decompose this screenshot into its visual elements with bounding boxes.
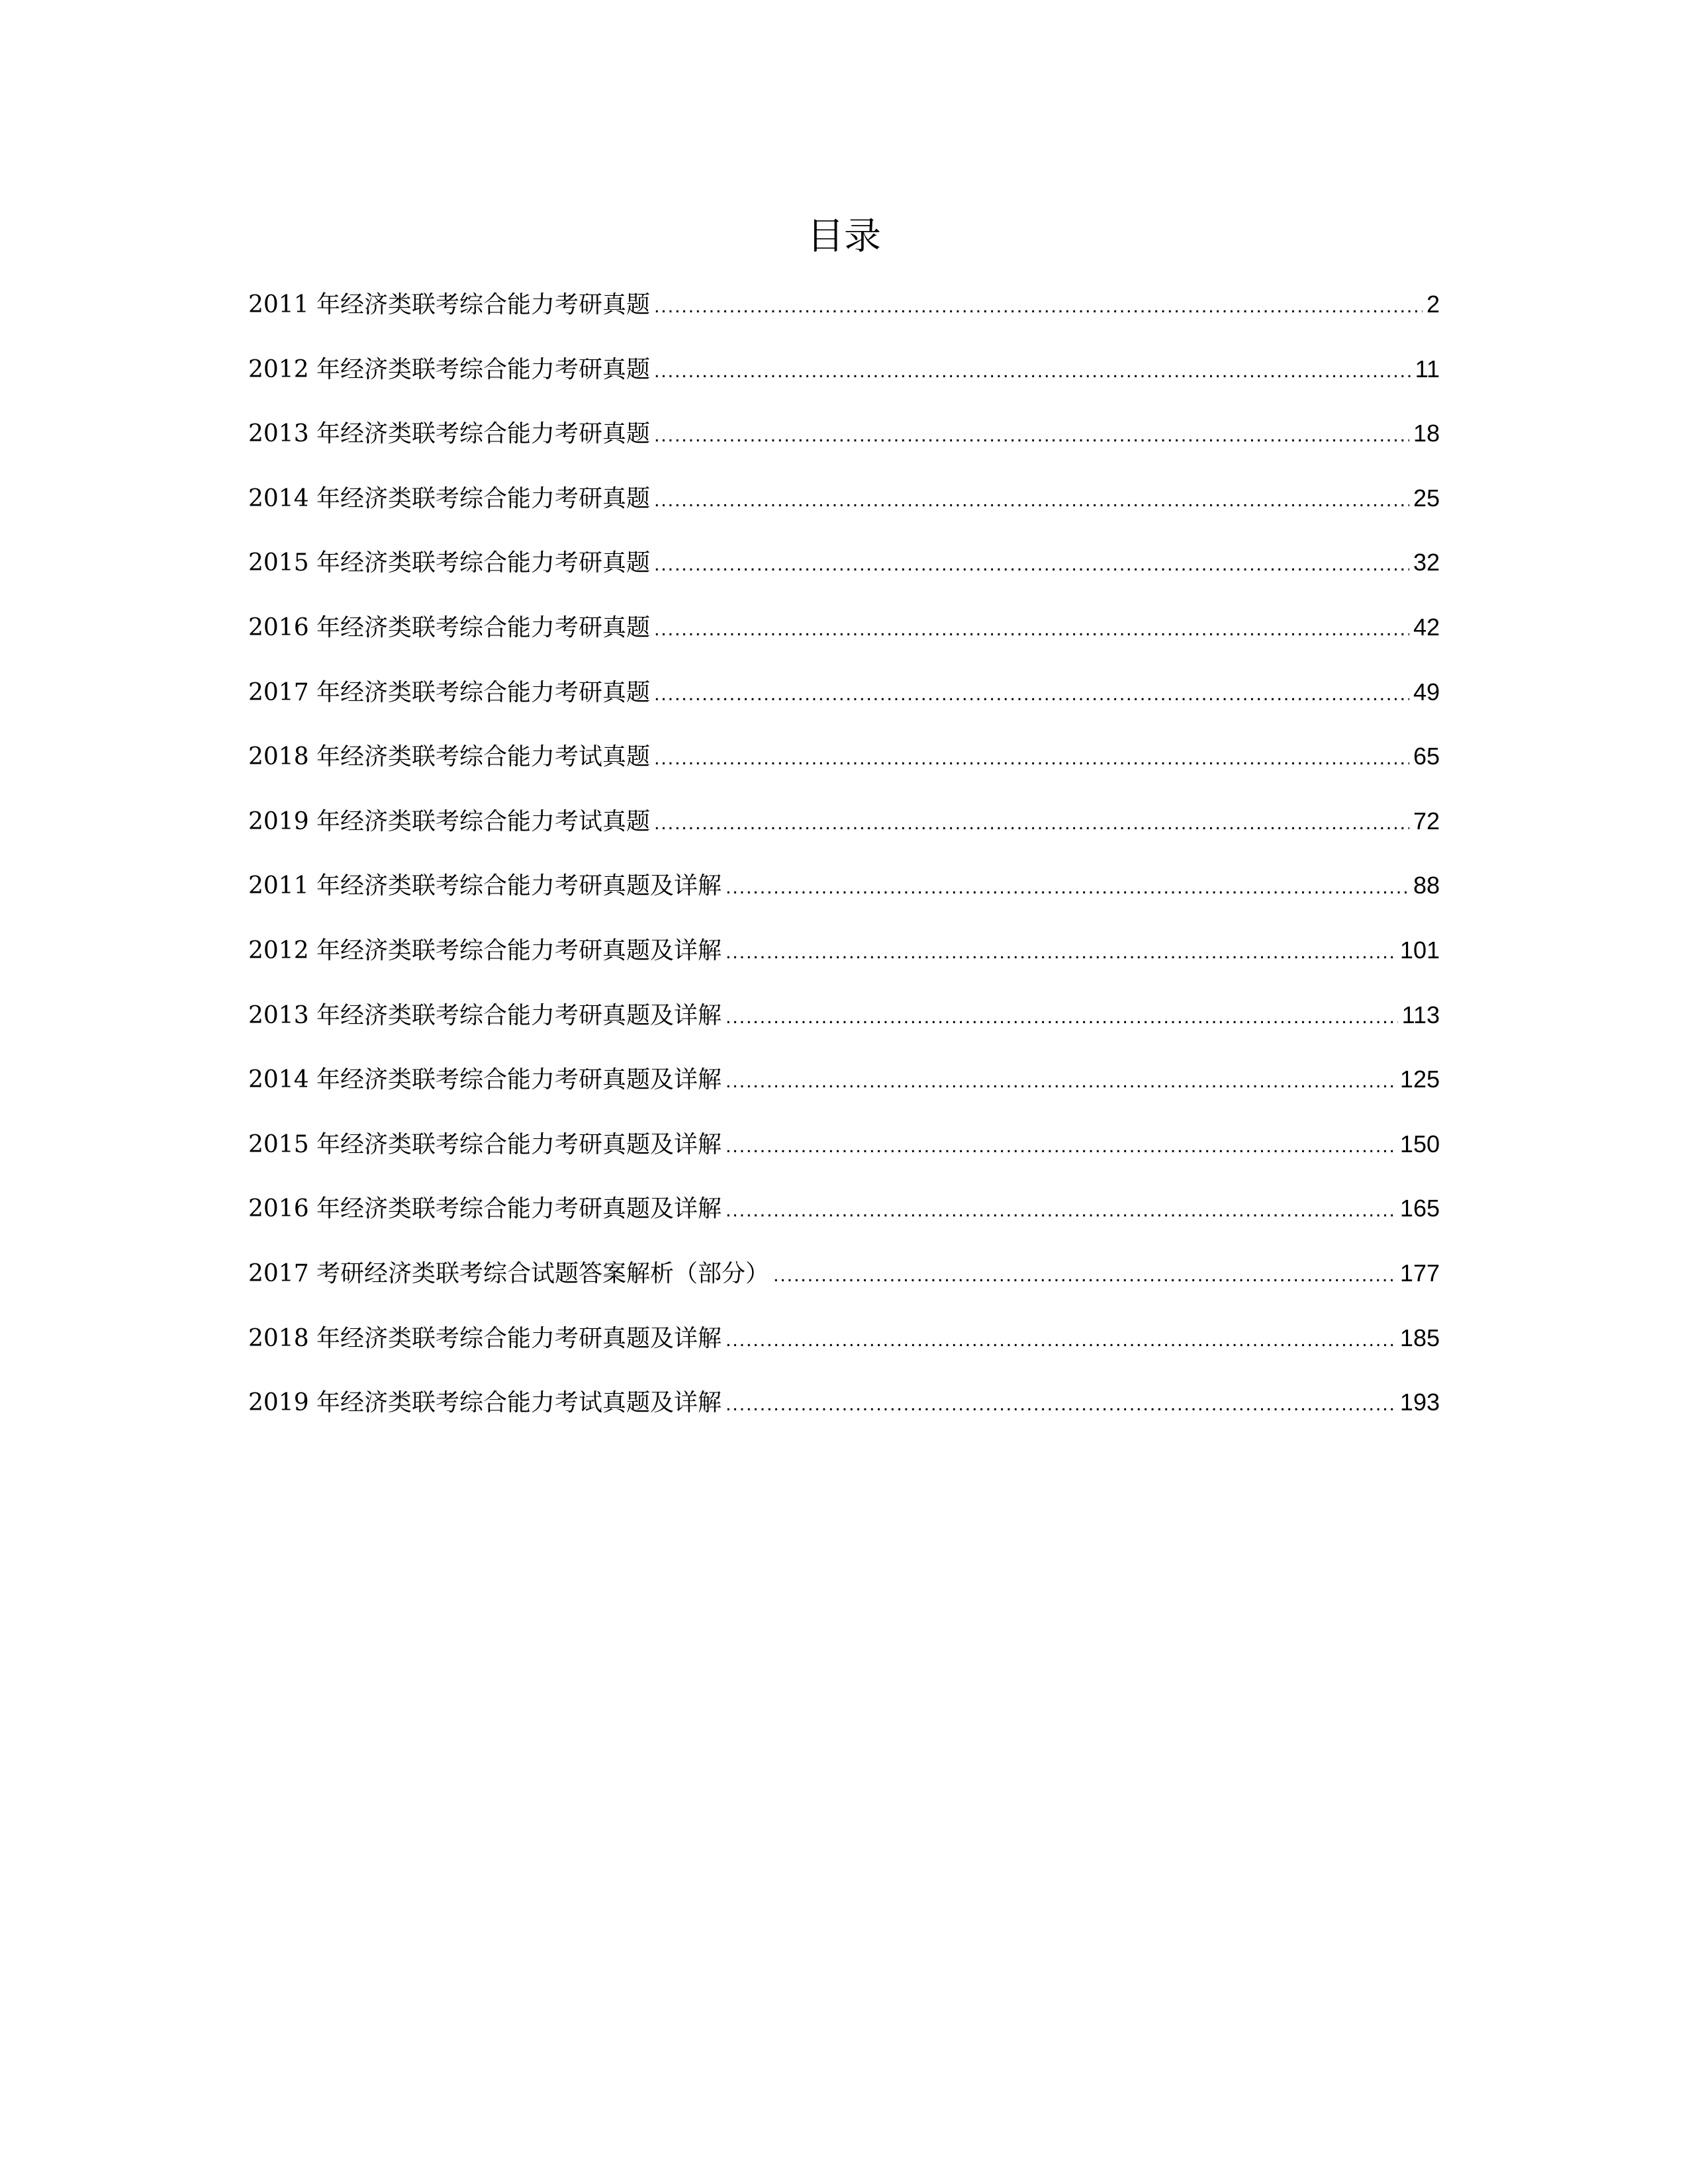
toc-dot-leader xyxy=(654,802,1409,844)
toc-entry-page: 113 xyxy=(1401,1001,1440,1028)
toc-dot-leader xyxy=(726,1383,1396,1426)
toc-entry-label: 2012 年经济类联考综合能力考研真题及详解 xyxy=(248,936,722,964)
toc-entry-page: 18 xyxy=(1413,420,1440,447)
toc-dot-leader xyxy=(726,1319,1396,1361)
toc-dot-leader xyxy=(654,414,1409,457)
toc-entry-page: 65 xyxy=(1413,743,1440,770)
toc-entry[interactable] xyxy=(248,1123,1440,1188)
toc-dot-leader xyxy=(654,285,1423,328)
toc-entry-label: 2014 年经济类联考综合能力考研真题 xyxy=(248,484,651,512)
toc-entry-label: 2016 年经济类联考综合能力考研真题及详解 xyxy=(248,1195,722,1223)
toc-entry-label: 2017 考研经济类联考综合试题答案解析（部分） xyxy=(248,1259,770,1287)
toc-entry-page: 185 xyxy=(1399,1324,1440,1351)
toc-entry[interactable] xyxy=(248,412,1440,477)
toc-dot-leader xyxy=(654,737,1409,780)
toc-dot-leader xyxy=(773,1254,1396,1297)
toc-dot-leader xyxy=(726,1060,1396,1103)
toc-entry-label: 2013 年经济类联考综合能力考研真题及详解 xyxy=(248,1001,722,1029)
toc-dot-leader xyxy=(726,931,1396,974)
toc-entry-page: 25 xyxy=(1413,484,1440,512)
toc-entry-label: 2019 年经济类联考综合能力考试真题及详解 xyxy=(248,1389,722,1417)
toc-entry-page: 72 xyxy=(1413,807,1440,835)
toc-entry[interactable] xyxy=(248,348,1440,413)
toc-entry[interactable] xyxy=(248,1058,1440,1123)
toc-dot-leader xyxy=(654,608,1409,651)
toc-dot-leader xyxy=(726,866,1409,909)
toc-dot-leader xyxy=(654,479,1409,522)
toc-dot-leader xyxy=(726,1125,1396,1167)
toc-entry[interactable] xyxy=(248,477,1440,542)
toc-entry[interactable] xyxy=(248,1252,1440,1317)
toc-entry[interactable] xyxy=(248,606,1440,671)
toc-entry-page: 88 xyxy=(1413,872,1440,899)
toc-entry-page: 2 xyxy=(1426,291,1440,318)
toc-entry-page: 42 xyxy=(1413,613,1440,641)
toc-entry-label: 2014 年经济类联考综合能力考研真题及详解 xyxy=(248,1066,722,1094)
toc-entry[interactable] xyxy=(248,541,1440,606)
toc-entry[interactable] xyxy=(248,1187,1440,1252)
toc-entry-label: 2011 年经济类联考综合能力考研真题及详解 xyxy=(248,872,722,900)
toc-entry-page: 150 xyxy=(1399,1130,1440,1158)
toc-entry-label: 2017 年经济类联考综合能力考研真题 xyxy=(248,678,651,706)
toc-entry-label: 2015 年经济类联考综合能力考研真题及详解 xyxy=(248,1130,722,1158)
toc-entry[interactable] xyxy=(248,283,1440,348)
toc-entry[interactable] xyxy=(248,929,1440,994)
toc-entry-label: 2012 年经济类联考综合能力考研真题 xyxy=(248,355,651,383)
toc-dot-leader xyxy=(726,1189,1396,1232)
toc-entry-page: 165 xyxy=(1399,1195,1440,1222)
toc-entry[interactable] xyxy=(248,1381,1440,1446)
toc-entry[interactable] xyxy=(248,735,1440,800)
toc-entry-label: 2016 年经济类联考综合能力考研真题 xyxy=(248,614,651,641)
toc-entry[interactable] xyxy=(248,800,1440,865)
toc-entry-label: 2019 年经济类联考综合能力考试真题 xyxy=(248,807,651,835)
toc-entry[interactable] xyxy=(248,1317,1440,1382)
toc-entry[interactable] xyxy=(248,671,1440,736)
toc-entry-label: 2011 年经济类联考综合能力考研真题 xyxy=(248,291,651,318)
toc-entry-page: 32 xyxy=(1413,549,1440,576)
toc-entry[interactable] xyxy=(248,864,1440,929)
toc-list xyxy=(248,283,1440,1446)
toc-entry-page: 125 xyxy=(1399,1066,1440,1093)
toc-dot-leader xyxy=(654,350,1411,392)
toc-entry-page: 193 xyxy=(1399,1388,1440,1416)
toc-dot-leader xyxy=(726,996,1398,1038)
toc-entry-label: 2018 年经济类联考综合能力考研真题及详解 xyxy=(248,1324,722,1352)
toc-entry-page: 11 xyxy=(1415,355,1440,383)
toc-entry-page: 177 xyxy=(1399,1259,1440,1287)
toc-title: 目录 xyxy=(807,215,881,258)
toc-entry-label: 2018 年经济类联考综合能力考试真题 xyxy=(248,743,651,771)
toc-entry-label: 2015 年经济类联考综合能力考研真题 xyxy=(248,549,651,577)
toc-entry-page: 49 xyxy=(1413,678,1440,705)
toc-dot-leader xyxy=(654,673,1409,715)
toc-entry[interactable] xyxy=(248,994,1440,1059)
toc-entry-label: 2013 年经济类联考综合能力考研真题 xyxy=(248,420,651,448)
toc-entry-page: 101 xyxy=(1399,936,1440,964)
toc-dot-leader xyxy=(654,543,1409,586)
